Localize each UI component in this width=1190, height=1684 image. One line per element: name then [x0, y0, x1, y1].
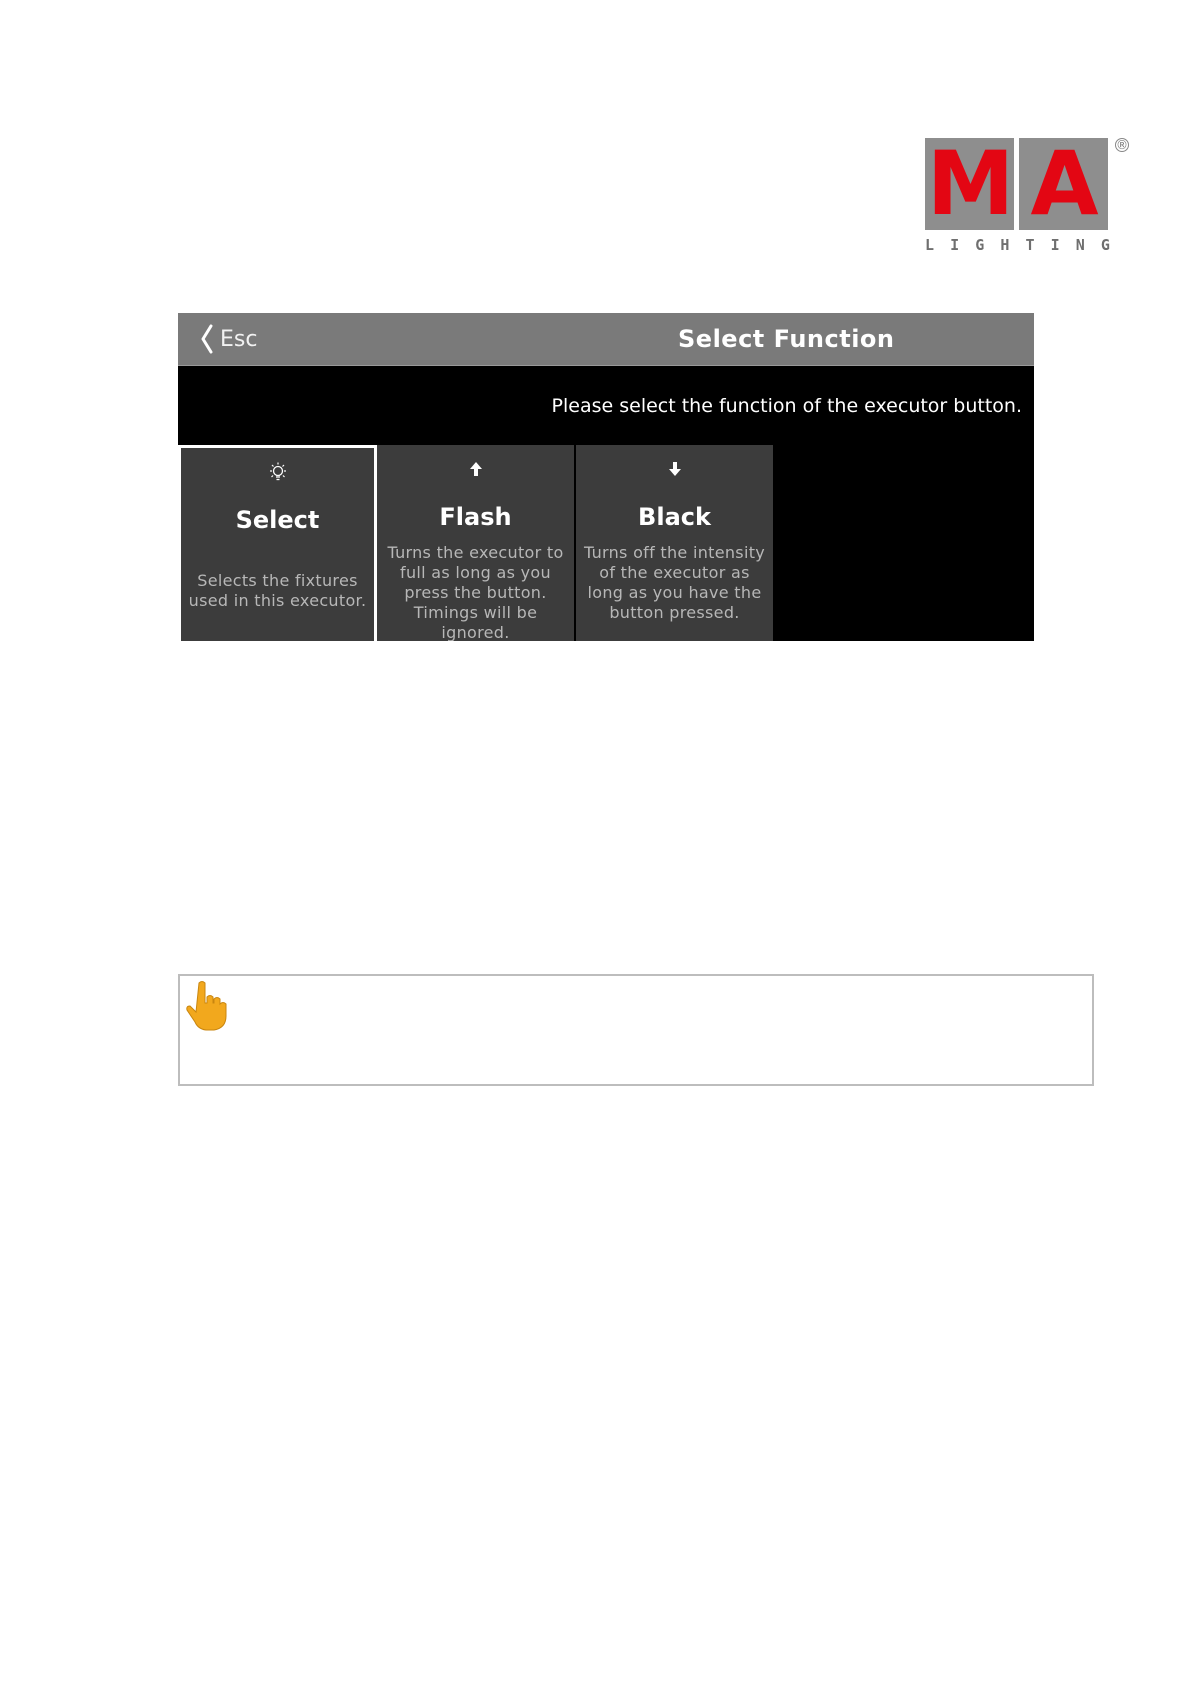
tile-icon-wrap — [377, 459, 574, 479]
ma-lighting-logo — [925, 132, 1130, 258]
registered-mark: ® — [1116, 138, 1128, 152]
window-title: Select Function — [678, 325, 895, 353]
logo-subtitle-letter: I — [1050, 236, 1060, 254]
arrow-down-icon — [667, 459, 683, 479]
logo-subtitle-letter: N — [1075, 236, 1085, 254]
function-tiles — [178, 445, 775, 641]
title-bar — [178, 313, 1034, 366]
tile-description: Selects the fixtures used in this executor. — [188, 571, 367, 610]
tile-title: Flash — [439, 503, 512, 531]
chevron-left-icon — [200, 324, 214, 354]
logo-subtitle-letter: G — [1100, 236, 1110, 254]
logo-subtitle-letter: L — [925, 236, 935, 254]
tile-description: Turns off the intensity of the executor as long as you have the button pressed. — [583, 543, 766, 622]
lightbulb-icon — [267, 462, 289, 482]
instruction-text: Please select the function of the executor button. — [551, 395, 1022, 417]
tile-icon-wrap — [181, 462, 374, 482]
pointing-hand-icon — [185, 979, 231, 1031]
tile-title: Select — [235, 506, 320, 534]
select-function-window — [178, 313, 1034, 641]
logo-letter-a: A — [1019, 138, 1108, 230]
logo-subtitle-letter: G — [975, 236, 985, 254]
tile-description: Turns the executor to full as long as you press the button. Timings will be ignored. — [387, 543, 564, 641]
logo-blocks — [925, 132, 1108, 235]
logo-subtitle-letter: H — [1000, 236, 1010, 254]
flash-function-tile[interactable] — [377, 445, 576, 641]
logo-subtitle — [925, 236, 1110, 254]
esc-label: Esc — [220, 326, 258, 352]
esc-button[interactable] — [200, 321, 257, 357]
logo-letter-m: M — [926, 132, 1013, 235]
note-box — [178, 974, 1094, 1086]
tile-title: Black — [638, 503, 711, 531]
arrow-up-icon — [468, 459, 484, 479]
tile-icon-wrap — [576, 459, 773, 479]
logo-subtitle-letter: T — [1025, 236, 1035, 254]
logo-subtitle-letter: I — [950, 236, 960, 254]
black-function-tile[interactable] — [576, 445, 775, 641]
select-function-tile[interactable] — [178, 445, 377, 641]
